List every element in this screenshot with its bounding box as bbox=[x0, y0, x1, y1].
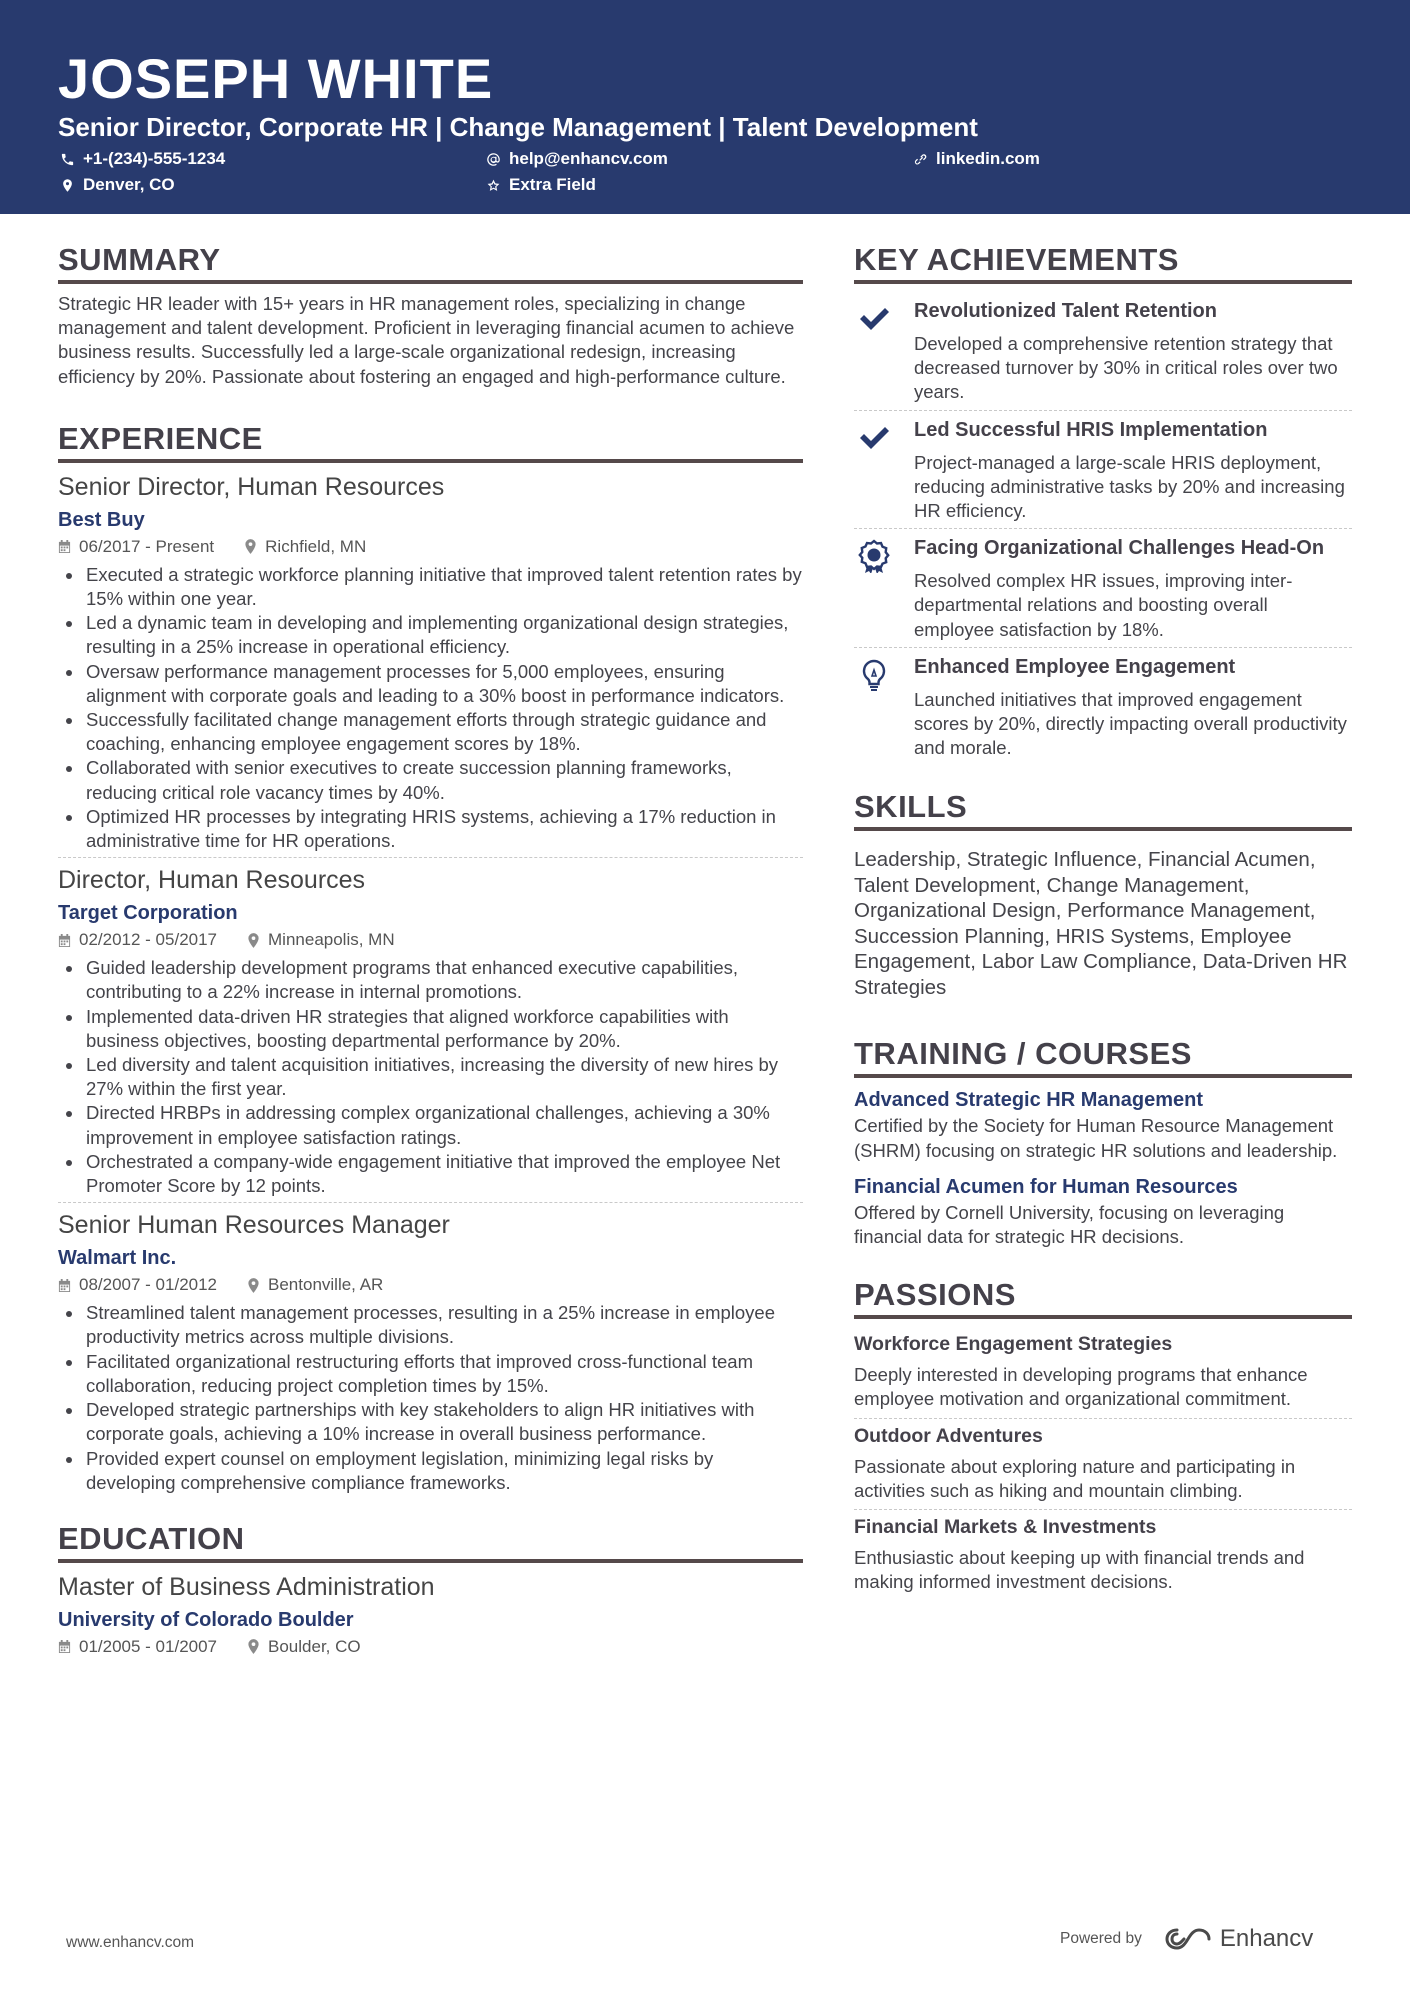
summary-text: Strategic HR leader with 15+ years in HR management roles, specializing in change management and talent development. Proficient in leveraging financial acumen to achieve business results. Successfully led a large-scale organizational redesign, increasing efficiency by 20%. Passionate about fostering an engaged and high-performance culture. bbox=[58, 293, 795, 387]
section-title: KEY ACHIEVEMENTS bbox=[854, 240, 1352, 284]
brand-name: Enhancv bbox=[1219, 1925, 1314, 1952]
achievement-body bbox=[914, 535, 1352, 642]
job-meta bbox=[58, 928, 803, 952]
job-title: Director, Human Resources bbox=[58, 866, 366, 895]
enhancv-logo-icon bbox=[1164, 1926, 1212, 1952]
passion-description: Deeply interested in developing programs that enhance employee motivation and organizational commitment. bbox=[854, 1364, 1308, 1410]
skills-section bbox=[854, 787, 1352, 1000]
achievement-item bbox=[854, 528, 1352, 647]
course-item bbox=[854, 1086, 1352, 1162]
course-description: Offered by Cornell University, focusing on leveraging financial data for strategic HR decisions. bbox=[854, 1201, 1285, 1248]
checkmark-icon bbox=[854, 298, 894, 405]
achievements-list bbox=[854, 292, 1352, 765]
bullet-item: Streamlined talent management processes, resulting in a 25% increase in employee productivity metrics across multiple divisions. bbox=[86, 1301, 803, 1349]
bullet-item: Successfully facilitated change management efforts through strategic guidance and coaching, enhancing employee engagement scores by 18%. bbox=[86, 708, 803, 756]
bullet-item: Directed HRBPs in addressing complex organizational challenges, achieving a 30% improvement in employee satisfaction ratings. bbox=[86, 1101, 803, 1149]
location-pin-icon bbox=[60, 178, 75, 193]
right-column bbox=[854, 240, 1352, 1600]
jobs-list bbox=[58, 471, 803, 1499]
passion-item bbox=[854, 1418, 1352, 1509]
passion-title: Workforce Engagement Strategies bbox=[854, 1333, 1173, 1356]
checkmark-icon bbox=[854, 417, 894, 524]
contact-phone[interactable] bbox=[60, 148, 225, 170]
course-description: Certified by the Society for Human Resource Management (SHRM) focusing on strategic HR solutions and leadership. bbox=[854, 1115, 1338, 1161]
passion-description: Enthusiastic about keeping up with financial trends and making informed investment decisions. bbox=[854, 1547, 1305, 1593]
job-bullets bbox=[58, 956, 803, 1198]
star-icon bbox=[486, 178, 501, 193]
candidate-role: Senior Director, Corporate HR | Change Management | Talent Development bbox=[58, 112, 978, 142]
bullet-item: Collaborated with senior executives to create succession planning frameworks, reducing critical role vacancy times by 40%. bbox=[86, 756, 803, 804]
course-item bbox=[854, 1173, 1352, 1249]
company-name: Best Buy bbox=[58, 508, 145, 531]
job-meta bbox=[58, 535, 803, 559]
summary-section bbox=[58, 240, 803, 389]
company-name: Walmart Inc. bbox=[58, 1247, 177, 1270]
location-pin-icon bbox=[244, 539, 257, 554]
powered-by-label: Powered by bbox=[1060, 1930, 1142, 1947]
company-name: Target Corporation bbox=[58, 902, 238, 925]
award-ribbon-icon bbox=[854, 535, 894, 642]
courses-list bbox=[854, 1086, 1352, 1249]
achievement-item bbox=[854, 647, 1352, 766]
job-title: Senior Director, Human Resources bbox=[58, 472, 445, 501]
footer-branding bbox=[1060, 1925, 1313, 1953]
bullet-item: Optimized HR processes by integrating HRIS systems, achieving a 17% reduction in administrative time for HR operations. bbox=[86, 805, 803, 853]
job-title: Senior Human Resources Manager bbox=[58, 1211, 450, 1240]
course-title: Financial Acumen for Human Resources bbox=[854, 1175, 1238, 1198]
bullet-item: Led diversity and talent acquisition initiatives, increasing the diversity of new hires by 27% within the first year. bbox=[86, 1053, 803, 1101]
section-title: EXPERIENCE bbox=[58, 419, 803, 463]
achievement-title: Led Successful HRIS Implementation bbox=[914, 418, 1268, 441]
bullet-item: Facilitated organizational restructuring efforts that improved cross-functional team collaboration, reducing project completion times by 15%. bbox=[86, 1350, 803, 1398]
left-column bbox=[58, 240, 803, 1663]
phone-icon bbox=[60, 152, 75, 167]
bullet-item: Guided leadership development programs that enhanced executive capabilities, contributing to a 22% increase in internal promotions. bbox=[86, 956, 803, 1004]
achievement-body bbox=[914, 417, 1352, 524]
link-icon bbox=[913, 152, 928, 167]
job-bullets bbox=[58, 563, 803, 853]
achievement-item bbox=[854, 410, 1352, 529]
section-title: SKILLS bbox=[854, 787, 1352, 831]
job-bullets bbox=[58, 1301, 803, 1495]
school-name: University of Colorado Boulder bbox=[58, 1608, 354, 1631]
passion-item bbox=[854, 1509, 1352, 1600]
achievement-body bbox=[914, 654, 1352, 761]
section-title: EDUCATION bbox=[58, 1519, 803, 1563]
passion-item bbox=[854, 1327, 1352, 1417]
training-section bbox=[854, 1034, 1352, 1249]
section-title: SUMMARY bbox=[58, 240, 803, 284]
extra-text: Extra Field bbox=[509, 175, 596, 194]
bullet-item: Oversaw performance management processes for 5,000 employees, ensuring alignment with corporate goals and leading to a 30% boost in performance indicators. bbox=[86, 660, 803, 708]
bullet-item: Led a dynamic team in developing and implementing organizational design strategies, resulting in a 25% increase in operational efficiency. bbox=[86, 611, 803, 659]
passions-list bbox=[854, 1327, 1352, 1600]
education-dates: 01/2005 - 01/2007 bbox=[79, 1636, 218, 1656]
contact-location bbox=[60, 174, 175, 196]
location-text: Denver, CO bbox=[83, 175, 175, 194]
bullet-item: Orchestrated a company-wide engagement initiative that improved the employee Net Promoter Score by 12 points. bbox=[86, 1150, 803, 1198]
education-section bbox=[58, 1519, 803, 1659]
passion-description: Passionate about exploring nature and participating in activities such as hiking and mountain climbing. bbox=[854, 1455, 1296, 1501]
achievement-description: Developed a comprehensive retention strategy that decreased turnover by 30% in critical roles over two years. bbox=[914, 333, 1338, 403]
job-location: Richfield, MN bbox=[265, 536, 367, 556]
bullet-item: Developed strategic partnerships with key stakeholders to align HR initiatives with corporate goals, achieving a 10% increase in overall business performance. bbox=[86, 1398, 803, 1446]
passions-section bbox=[854, 1275, 1352, 1600]
calendar-icon bbox=[58, 1278, 71, 1293]
location-pin-icon bbox=[247, 1639, 260, 1654]
passion-title: Outdoor Adventures bbox=[854, 1424, 1043, 1447]
skills-text: Leadership, Strategic Influence, Financial Acumen, Talent Development, Change Management, Organizational Design, Performance Management, Succession Planning, HRIS Systems, Employee Engagement, Labor Law Compliance, Data-Driven HR Strategies bbox=[854, 848, 1348, 999]
achievement-title: Revolutionized Talent Retention bbox=[914, 300, 1217, 322]
linkedin-text: linkedin.com bbox=[936, 149, 1040, 168]
at-icon bbox=[486, 152, 501, 167]
course-title: Advanced Strategic HR Management bbox=[854, 1089, 1203, 1112]
footer-website[interactable]: www.enhancv.com bbox=[66, 1934, 195, 1951]
phone-text: +1-(234)-555-1234 bbox=[83, 149, 226, 168]
achievement-title: Facing Organizational Challenges Head-On bbox=[914, 537, 1325, 560]
bullet-item: Provided expert counsel on employment legislation, minimizing legal risks by developing comprehensive compliance frameworks. bbox=[86, 1447, 803, 1495]
contact-extra bbox=[486, 174, 596, 196]
bullet-item: Implemented data-driven HR strategies that aligned workforce capabilities with business objectives, boosting departmental performance by 20%. bbox=[86, 1005, 803, 1053]
job-location: Minneapolis, MN bbox=[268, 930, 395, 950]
job-meta bbox=[58, 1273, 803, 1297]
calendar-icon bbox=[58, 539, 71, 554]
achievement-title: Enhanced Employee Engagement bbox=[914, 655, 1236, 678]
achievement-body bbox=[914, 298, 1352, 405]
section-title: TRAINING / COURSES bbox=[854, 1034, 1352, 1078]
job-dates: 02/2012 - 05/2017 bbox=[79, 930, 218, 950]
experience-section bbox=[58, 419, 803, 1499]
education-location: Boulder, CO bbox=[268, 1636, 361, 1656]
candidate-name: JOSEPH WHITE bbox=[58, 47, 494, 110]
contact-linkedin[interactable] bbox=[913, 148, 1040, 170]
job-dates: 08/2007 - 01/2012 bbox=[79, 1275, 218, 1295]
achievement-description: Resolved complex HR issues, improving inter-departmental relations and boosting overall employee satisfaction by 18%. bbox=[914, 570, 1293, 640]
passion-title: Financial Markets & Investments bbox=[854, 1516, 1157, 1539]
degree-title: Master of Business Administration bbox=[58, 1572, 435, 1601]
enhancv-logo[interactable] bbox=[1164, 1925, 1313, 1953]
lightbulb-icon bbox=[854, 654, 894, 761]
job-entry bbox=[58, 1202, 803, 1499]
section-title: PASSIONS bbox=[854, 1275, 1352, 1319]
calendar-icon bbox=[58, 933, 71, 948]
achievement-description: Launched initiatives that improved engagement scores by 20%, directly impacting overall productivity and morale. bbox=[914, 688, 1347, 759]
job-location: Bentonville, AR bbox=[268, 1275, 384, 1295]
achievement-item bbox=[854, 292, 1352, 410]
contact-email[interactable] bbox=[486, 148, 668, 170]
location-pin-icon bbox=[247, 933, 260, 948]
job-entry bbox=[58, 471, 803, 857]
job-entry bbox=[58, 857, 803, 1202]
resume-header bbox=[0, 0, 1410, 214]
achievements-section bbox=[854, 240, 1352, 765]
calendar-icon bbox=[58, 1639, 71, 1654]
email-text: help@enhancv.com bbox=[509, 149, 668, 168]
location-pin-icon bbox=[247, 1278, 260, 1293]
education-meta bbox=[58, 1635, 803, 1659]
job-dates: 06/2017 - Present bbox=[79, 536, 215, 556]
bullet-item: Executed a strategic workforce planning initiative that improved talent retention rates by 15% within one year. bbox=[86, 563, 803, 611]
achievement-description: Project-managed a large-scale HRIS deployment, reducing administrative tasks by 20% and increasing HR efficiency. bbox=[914, 451, 1345, 522]
